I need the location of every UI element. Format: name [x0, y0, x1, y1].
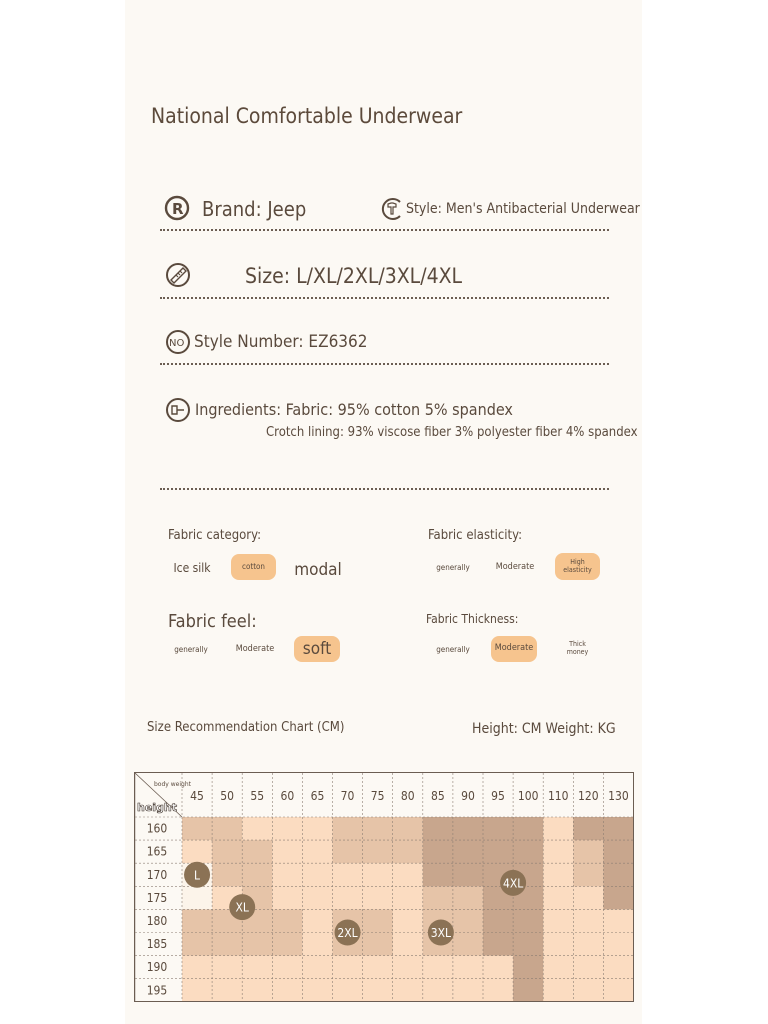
table-cell	[573, 863, 604, 887]
table-cell	[242, 840, 273, 864]
table-cell	[363, 956, 394, 980]
table-cell	[212, 979, 243, 1001]
table-cell	[423, 886, 454, 910]
weight-header: 120	[578, 789, 599, 803]
table-cell	[453, 817, 484, 841]
fabric-category-label: Fabric category:	[168, 528, 262, 543]
table-cell	[603, 817, 633, 841]
brand-label: Brand: Jeep	[202, 197, 307, 221]
table-cell	[483, 956, 514, 980]
table-cell	[543, 863, 574, 887]
table-cell	[333, 979, 364, 1001]
weight-header: 100	[517, 789, 539, 803]
table-cell	[573, 909, 604, 933]
size-table	[134, 772, 634, 1002]
table-cell	[603, 886, 633, 910]
weight-header: 70	[340, 789, 355, 803]
weight-header: 110	[547, 789, 569, 803]
weight-header: 75	[370, 789, 385, 803]
table-cell	[513, 909, 544, 933]
option-high-elasticity: High elasticity	[555, 553, 600, 580]
table-cell	[513, 817, 544, 841]
table-cell	[483, 979, 514, 1001]
table-cell	[272, 886, 303, 910]
chart-units: Height: CM Weight: KG	[472, 721, 616, 737]
table-cell	[302, 933, 333, 957]
fabric-icon	[165, 397, 191, 423]
table-cell	[453, 886, 484, 910]
table-cell	[212, 956, 243, 980]
table-cell	[603, 840, 633, 864]
height-header: 170	[146, 867, 168, 882]
table-cell	[453, 840, 484, 864]
chart-title: Size Recommendation Chart (CM)	[147, 720, 345, 735]
table-cell	[363, 863, 394, 887]
table-cell	[272, 979, 303, 1001]
style-number-label: Style Number: EZ6362	[194, 332, 368, 352]
table-cell	[272, 933, 303, 957]
table-cell	[333, 863, 364, 887]
height-header: 175	[146, 890, 168, 905]
fabric-feel-label: Fabric feel:	[168, 611, 257, 632]
table-cell	[543, 956, 574, 980]
table-cell	[333, 956, 364, 980]
table-cell	[603, 909, 633, 933]
option-modal: modal	[290, 557, 346, 583]
option-generally: generally	[168, 637, 214, 663]
table-cell	[543, 979, 574, 1001]
table-cell	[603, 979, 633, 1001]
option-soft: soft	[294, 636, 340, 662]
divider	[160, 488, 609, 490]
ruler-icon	[165, 262, 191, 288]
table-cell	[182, 817, 213, 841]
table-cell	[543, 933, 574, 957]
size-grid	[135, 773, 633, 1001]
table-cell	[423, 863, 454, 887]
table-cell	[272, 840, 303, 864]
table-cell	[513, 979, 544, 1001]
option-moderate: Moderate	[491, 555, 539, 581]
table-cell	[453, 979, 484, 1001]
table-cell	[543, 909, 574, 933]
table-cell	[513, 933, 544, 957]
table-cell	[573, 956, 604, 980]
table-cell	[603, 956, 633, 980]
table-cell	[333, 817, 364, 841]
table-cell	[393, 886, 424, 910]
table-cell	[182, 909, 213, 933]
table-cell	[302, 817, 333, 841]
table-cell	[182, 840, 213, 864]
table-cell	[483, 933, 514, 957]
height-header: 180	[146, 913, 168, 928]
table-cell	[302, 956, 333, 980]
table-cell	[393, 817, 424, 841]
divider	[160, 363, 609, 365]
table-cell	[423, 956, 454, 980]
weight-header: 80	[400, 789, 415, 803]
weight-header: 85	[430, 789, 445, 803]
height-header: 195	[146, 983, 168, 998]
table-cell	[272, 817, 303, 841]
table-cell	[573, 933, 604, 957]
style-label: Style: Men's Antibacterial Underwear	[406, 201, 640, 217]
weight-header: 65	[310, 789, 325, 803]
table-cell	[573, 817, 604, 841]
size-label: Size: L/XL/2XL/3XL/4XL	[245, 264, 463, 288]
corner-weight-label: body weight	[154, 781, 191, 788]
height-header: 160	[146, 821, 168, 836]
weight-header: 95	[491, 789, 505, 803]
table-cell	[363, 909, 394, 933]
table-cell	[393, 979, 424, 1001]
table-cell	[423, 840, 454, 864]
table-cell	[573, 840, 604, 864]
table-cell	[483, 909, 514, 933]
table-cell	[573, 886, 604, 910]
size-badge-label: XL	[235, 900, 249, 915]
option-moderate: Moderate	[491, 636, 537, 662]
fabric-elasticity-label: Fabric elasticity:	[428, 528, 523, 543]
table-cell	[393, 840, 424, 864]
svg-text:NO: NO	[169, 338, 185, 349]
weight-header: 45	[190, 789, 204, 803]
table-cell	[182, 933, 213, 957]
table-cell	[333, 886, 364, 910]
table-cell	[513, 956, 544, 980]
table-cell	[423, 979, 454, 1001]
table-cell	[363, 979, 394, 1001]
option-cotton: cotton	[231, 554, 276, 580]
table-cell	[393, 933, 424, 957]
size-badge-label: 4XL	[502, 876, 524, 891]
size-badge-label: 3XL	[430, 926, 452, 940]
divider	[160, 297, 609, 299]
option-moderate: Moderate	[231, 637, 279, 663]
table-cell	[212, 863, 243, 887]
table-cell	[182, 979, 213, 1001]
table-cell	[603, 863, 633, 887]
table-cell	[453, 933, 484, 957]
tshirt-icon	[380, 197, 404, 221]
weight-header: 60	[280, 789, 295, 803]
table-cell	[272, 909, 303, 933]
table-cell	[242, 817, 273, 841]
page-title: National Comfortable Underwear	[151, 104, 463, 128]
size-badge-label: 2XL	[337, 926, 358, 940]
table-cell	[393, 863, 424, 887]
weight-header: 50	[220, 789, 235, 803]
option-generally: generally	[430, 555, 476, 581]
table-cell	[242, 979, 273, 1001]
table-cell	[603, 933, 633, 957]
table-cell	[182, 886, 213, 910]
table-cell	[543, 840, 574, 864]
table-cell	[272, 863, 303, 887]
table-cell	[302, 886, 333, 910]
table-cell	[363, 886, 394, 910]
table-cell	[212, 817, 243, 841]
table-cell	[363, 817, 394, 841]
table-cell	[302, 863, 333, 887]
size-badge-label: L	[194, 868, 201, 883]
table-cell	[242, 933, 273, 957]
no-icon	[165, 329, 191, 355]
option-ice-silk: Ice silk	[168, 556, 216, 582]
ingredients-label: Ingredients: Fabric: 95% cotton 5% spandex	[195, 400, 513, 419]
table-cell	[242, 863, 273, 887]
lining-label: Crotch lining: 93% viscose fiber 3% polyester fiber 4% spandex	[266, 425, 638, 440]
registered-icon	[164, 195, 190, 221]
option-generally: generally	[430, 637, 476, 663]
table-cell	[212, 840, 243, 864]
fabric-thickness-label: Fabric Thickness:	[426, 612, 519, 626]
weight-header: 55	[250, 789, 265, 803]
table-cell	[302, 840, 333, 864]
weight-header: 130	[608, 789, 629, 803]
table-cell	[242, 956, 273, 980]
svg-text:R: R	[172, 200, 184, 218]
table-cell	[483, 840, 514, 864]
table-cell	[363, 933, 394, 957]
table-cell	[453, 956, 484, 980]
table-cell	[543, 886, 574, 910]
table-cell	[453, 863, 484, 887]
option-thick-money: Thick money	[555, 636, 600, 662]
height-header: 185	[146, 937, 168, 952]
table-cell	[302, 979, 333, 1001]
table-cell	[423, 817, 454, 841]
table-cell	[363, 840, 394, 864]
table-cell	[453, 909, 484, 933]
table-cell	[333, 840, 364, 864]
table-cell	[212, 933, 243, 957]
height-header: 165	[146, 844, 168, 859]
divider	[160, 229, 609, 231]
corner-height-label: height	[137, 801, 178, 814]
table-cell	[483, 817, 514, 841]
table-cell	[573, 979, 604, 1001]
height-header: 190	[146, 960, 168, 975]
table-cell	[393, 956, 424, 980]
table-cell	[393, 909, 424, 933]
table-cell	[543, 817, 574, 841]
table-cell	[182, 956, 213, 980]
table-cell	[513, 840, 544, 864]
table-cell	[302, 909, 333, 933]
table-cell	[272, 956, 303, 980]
weight-header: 90	[461, 789, 475, 803]
